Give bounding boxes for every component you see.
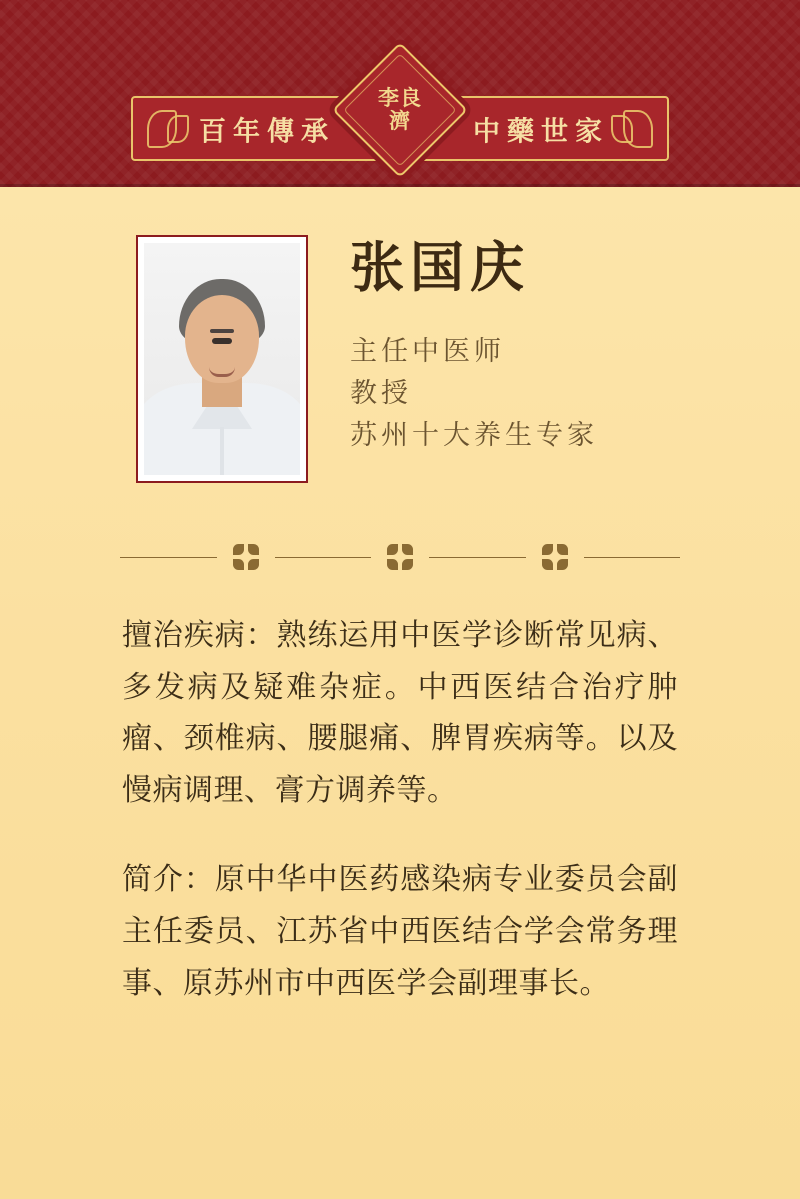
- divider-line-mid-left: [275, 557, 372, 558]
- divider-knot-1: [233, 544, 259, 570]
- specialty-paragraph: 擅治疾病：熟练运用中医学诊断常见病、多发病及疑难杂症。中西医结合治疗肿瘤、颈椎病、腰腿痛、脾胃疾病等。以及慢病调理、膏方调养等。: [122, 619, 678, 807]
- portrait-frame: [136, 235, 308, 483]
- divider-line-left: [120, 557, 217, 558]
- doctor-title-1: 主任中医师: [350, 336, 505, 366]
- ribbon-slogan-right: 中藥世家: [473, 116, 609, 146]
- name-block: [350, 238, 770, 457]
- doctor-title-2: 教授: [350, 377, 412, 408]
- divider-knot-2: [387, 544, 413, 570]
- divider-knot-3: [542, 544, 568, 570]
- ornamental-divider: [120, 540, 680, 574]
- portrait-brow-right: [217, 329, 234, 333]
- brand-name: [352, 62, 448, 158]
- profile-section: [0, 235, 800, 510]
- biography-paragraph: 简介：原中华中医药感染病专业委员会副主任委员、江苏省中西医结合学会常务理事、原苏州市中西医学会副理事长。: [122, 863, 678, 1000]
- divider-line-mid-right: [429, 557, 526, 558]
- doctor-name: 张国庆: [350, 238, 530, 298]
- doctor-title-3: 苏州十大养生专家: [350, 419, 598, 450]
- header-banner: [0, 0, 800, 187]
- ribbon-slogan-left: 百年傳承: [199, 116, 335, 146]
- divider-line-right: [584, 557, 681, 558]
- portrait-eye-right: [219, 338, 232, 344]
- portrait-placket: [220, 427, 224, 475]
- ribbon-swirl-right-inner: [611, 115, 633, 143]
- brand-name-line1: 李良: [378, 86, 422, 111]
- brand-name-line2: 濟: [389, 109, 411, 133]
- description-section: [122, 610, 678, 1009]
- doctor-portrait: [144, 243, 300, 475]
- ribbon-swirl-left-inner: [167, 115, 189, 143]
